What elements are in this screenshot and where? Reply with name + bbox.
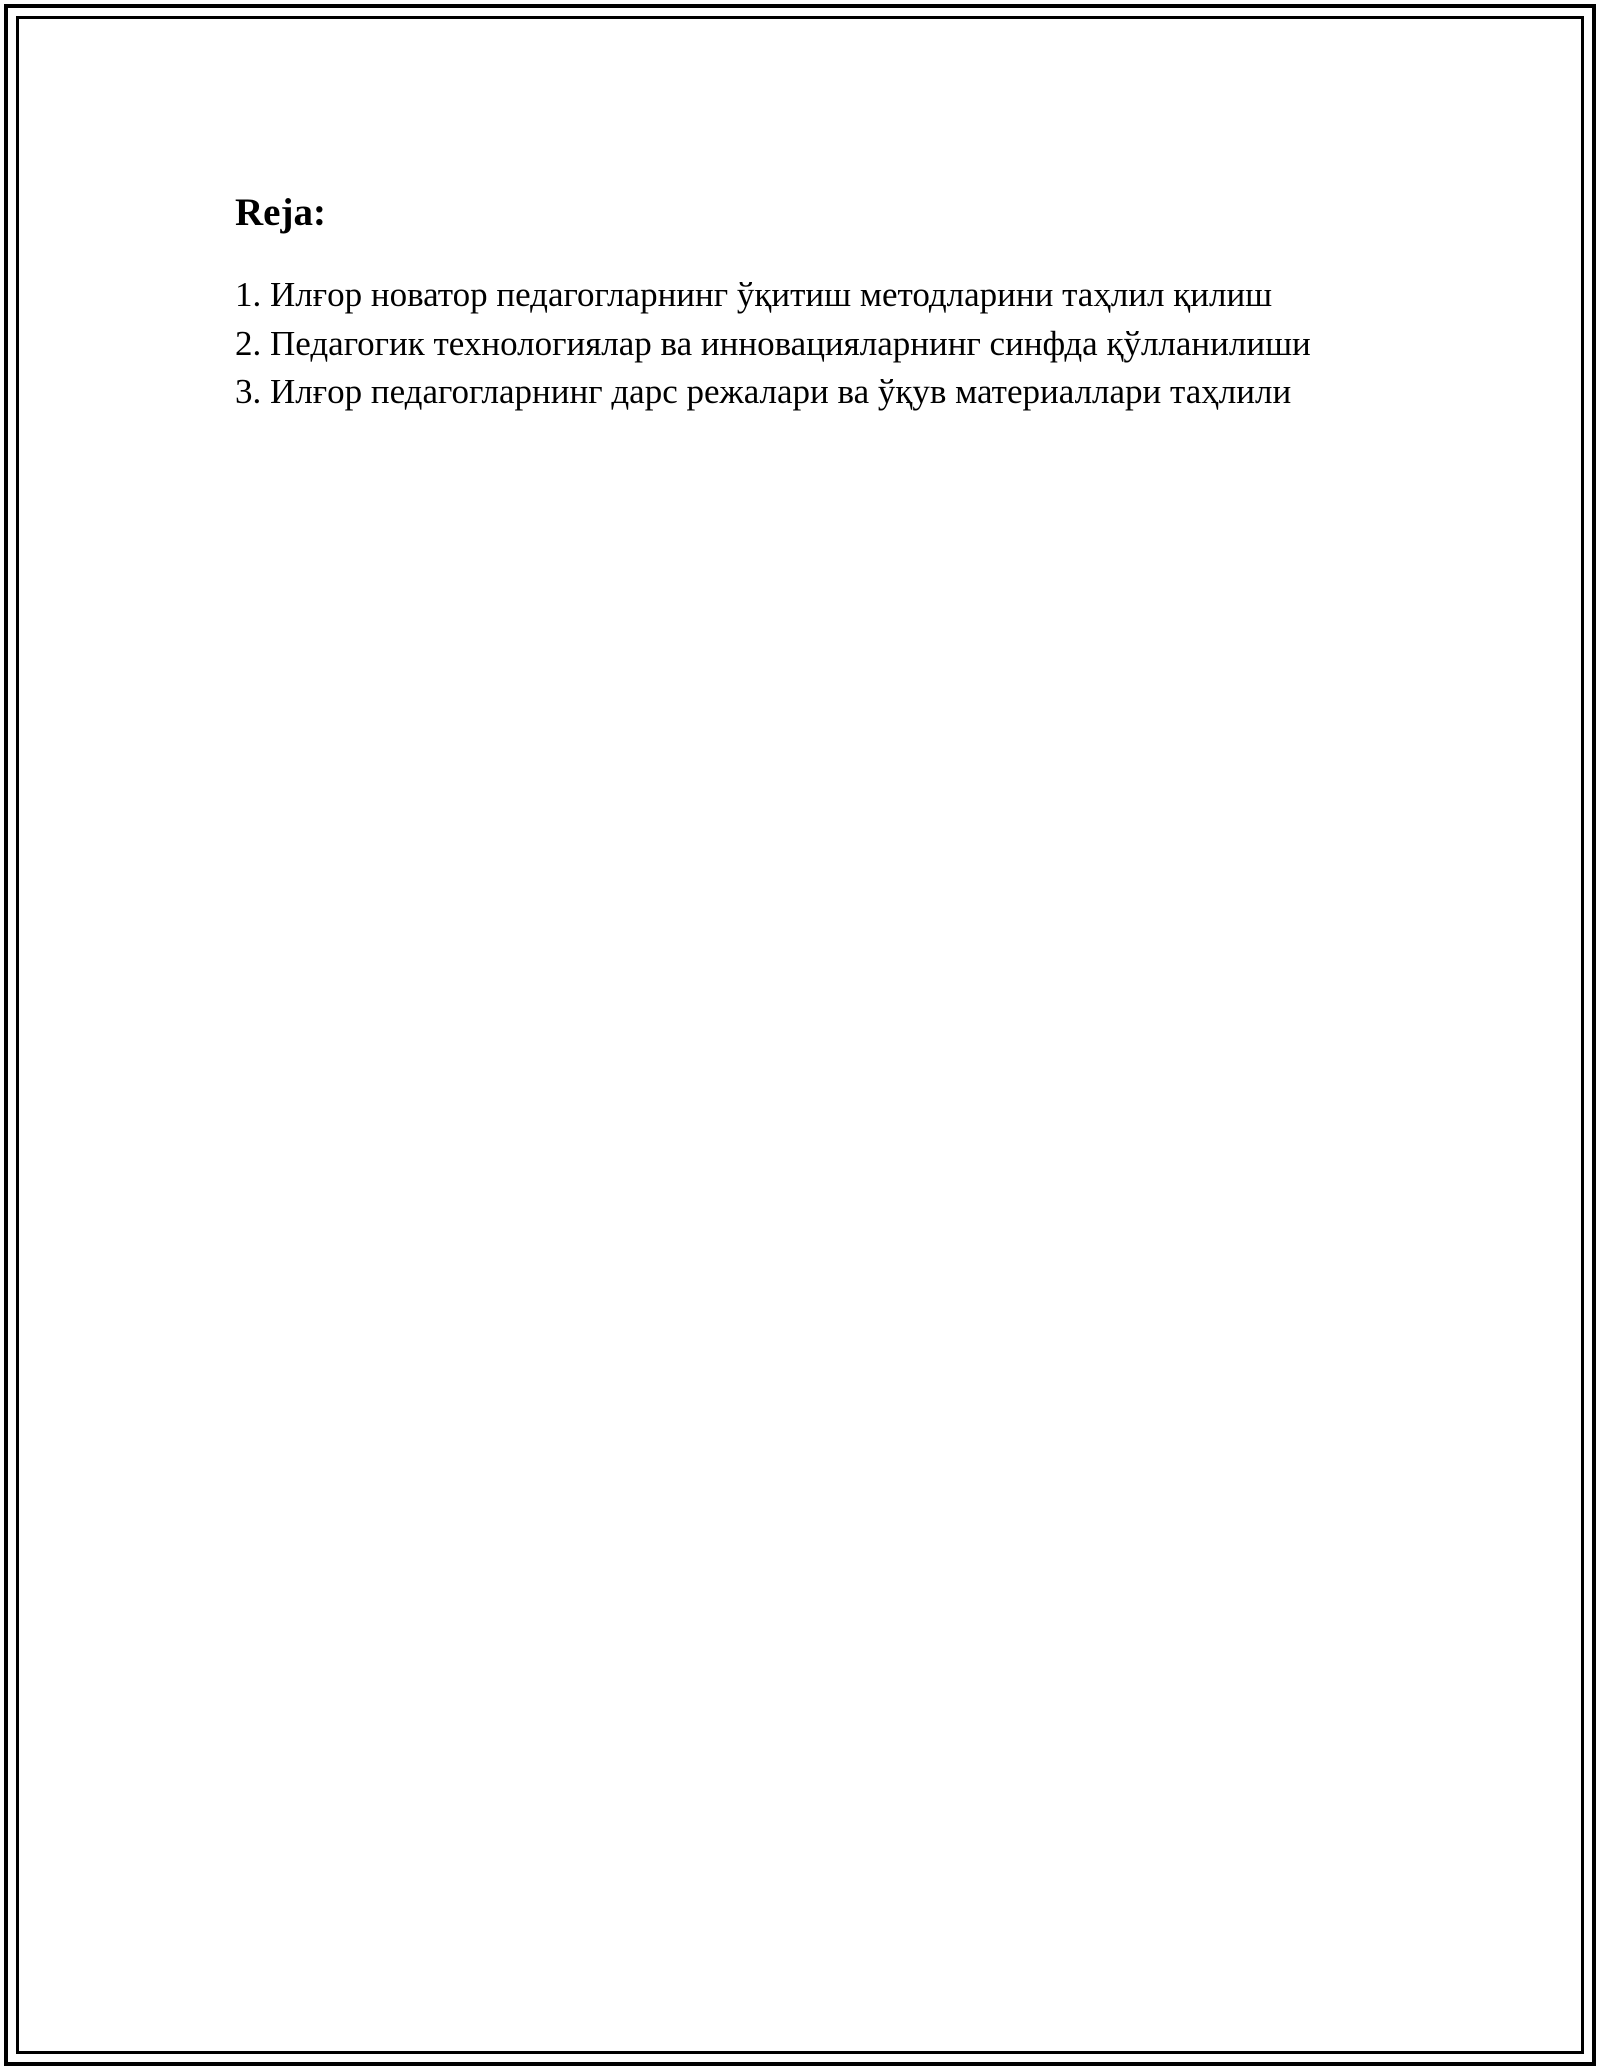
plan-list (235, 271, 1485, 417)
plan-item-1: 1. Илғор новатор педагогларнинг ўқитиш методларини таҳлил қилиш (235, 275, 1273, 314)
document-body (235, 185, 1485, 417)
plan-item-3: 3. Илғор педагогларнинг дарс режалари ва ўқув материаллари таҳлили (235, 372, 1292, 411)
plan-item-2: 2. Педагогик технологиялар ва инновацияларнинг синфда қўлланилиши (235, 323, 1311, 363)
plan-heading: Reja: (235, 191, 326, 234)
